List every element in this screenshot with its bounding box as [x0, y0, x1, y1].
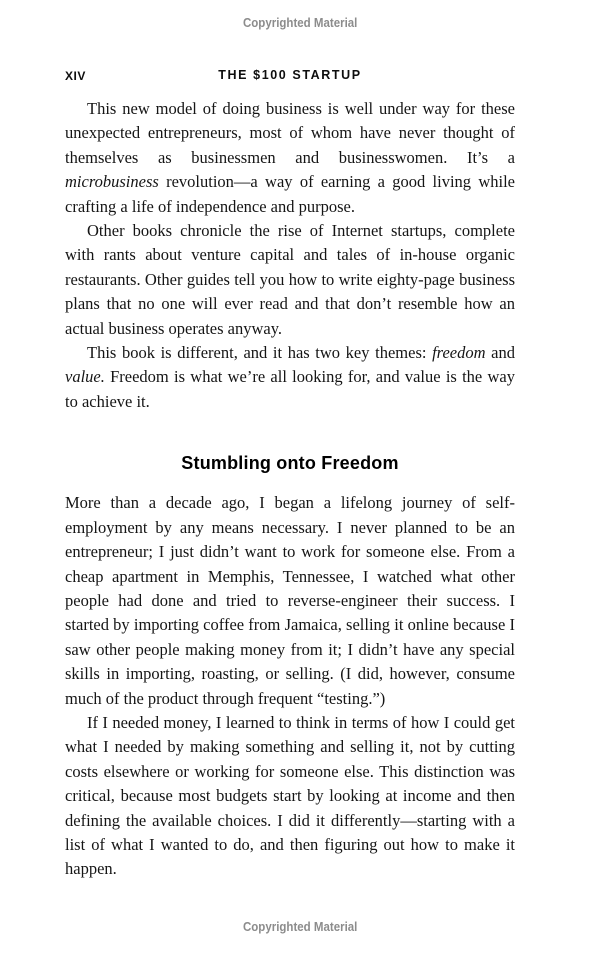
text-run: This book is different, and it has two key themes:	[87, 343, 433, 363]
text-run: revolution—a way of earning a good living while crafting a life of independence and purpose.	[65, 172, 515, 216]
italic-text-run: value.	[65, 367, 105, 387]
italic-text-run: microbusiness	[65, 172, 159, 192]
copyright-watermark-top	[0, 16, 600, 30]
body-paragraph	[65, 341, 515, 414]
section-heading: Stumbling onto Freedom	[181, 453, 399, 474]
copyright-watermark-bottom	[0, 920, 600, 934]
running-title: THE $100 STARTUP	[218, 68, 362, 82]
text-run: and	[485, 343, 515, 363]
copyright-watermark-top-text: Copyrighted Material	[242, 16, 358, 30]
page-number: XIV	[65, 69, 86, 83]
text-run: Freedom is what we’re all looking for, and value is the way to achieve it.	[65, 367, 515, 411]
text-run: Other books chronicle the rise of Internet startups, complete with rants about venture capital and tales of in-house organic restaurants. Other guides tell you how to write eighty-page business plans that no one will ever read and that don’t resemble how an actual business operates anyway.	[65, 221, 515, 338]
body-paragraph	[65, 711, 515, 882]
text-run: If I needed money, I learned to think in terms of how I could get what I needed by making something and selling it, not by cutting costs elsewhere or working for someone else. This distinction was critical, because most budgets start by looking at income and then defining the available choices. I did it differently—starting with a list of what I wanted to do, and then figuring out how to make it happen.	[65, 712, 515, 879]
page-body	[65, 97, 515, 882]
body-paragraph	[65, 97, 515, 219]
italic-text-run: freedom	[432, 343, 486, 363]
running-header	[65, 68, 515, 84]
text-run: This new model of doing business is well under way for these unexpected entrepreneurs, most of whom have never thought of themselves as businessmen and businesswomen. It’s a	[65, 99, 515, 167]
copyright-watermark-bottom-text: Copyrighted Material	[242, 920, 358, 934]
body-paragraph	[65, 219, 515, 341]
text-run: More than a decade ago, I began a lifelong journey of self-employment by any means necessary. I never planned to be an entrepreneur; I just didn’t want to work for someone else. From a cheap apartment in Memphis, Tennessee, I watched what other people had done and tried to reverse-engineer their success. I started by importing coffee from Jamaica, selling it online because I saw other people making money from it; I didn’t have any special skills in importing, roasting, or selling. (I did, however, consume much of the product through frequent “testing.”)	[65, 493, 515, 708]
body-paragraph	[65, 491, 515, 711]
